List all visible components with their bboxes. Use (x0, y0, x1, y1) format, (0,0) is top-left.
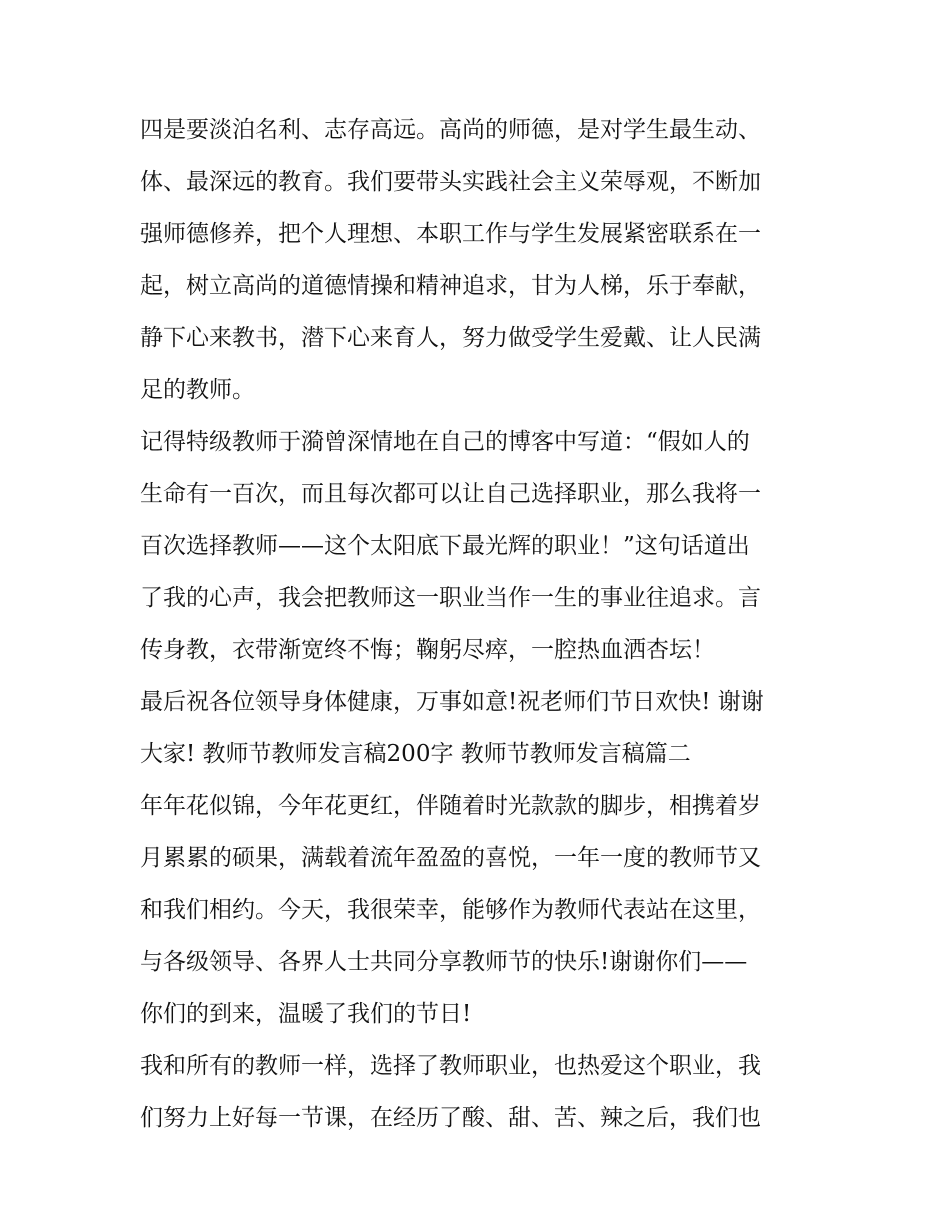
text-line: 我和所有的教师一样，选择了教师职业，也热爱这个职业，我 (140, 1053, 761, 1079)
text-line: 百次选择教师——这个太阳底下最光辉的职业！”这句话道出 (140, 533, 750, 559)
text-line: 体、最深远的教育。我们要带头实践社会主义荣辱观，不断加 (140, 169, 761, 195)
text-line: 年年花似锦，今年花更红，伴随着时光款款的脚步，相携着岁 (140, 793, 761, 819)
text-line: 静下心来教书，潜下心来育人，努力做受学生爱戴、让人民满 (140, 325, 761, 351)
text-line: 和我们相约。今天，我很荣幸，能够作为教师代表站在这里， (140, 897, 761, 923)
text-line: 起，树立高尚的道德情操和精神追求，甘为人梯，乐于奉献， (140, 273, 761, 299)
text-line: 足的教师。 (140, 377, 255, 403)
text-line: 记得特级教师于漪曾深情地在自己的博客中写道：“假如人的 (140, 429, 750, 455)
text-line: 月累累的硕果，满载着流年盈盈的喜悦，一年一度的教师节又 (140, 845, 761, 871)
text-line: 强师德修养，把个人理想、本职工作与学生发展紧密联系在一 (140, 221, 761, 247)
text-line: 们努力上好每一节课，在经历了酸、甜、苦、辣之后，我们也 (140, 1105, 761, 1131)
text-line: 与各级领导、各界人士共同分享教师节的快乐!谢谢你们—— (140, 949, 748, 975)
text-line: 传身教，衣带渐宽终不悔；鞠躬尽瘁，一腔热血洒杏坛！ (140, 637, 715, 663)
text-line: 你们的到来，温暖了我们的节日! (140, 1001, 472, 1027)
text-line: 四是要淡泊名利、志存高远。高尚的师德，是对学生最生动、 (140, 117, 761, 143)
text-line: 生命有一百次，而且每次都可以让自己选择职业，那么我将一 (140, 481, 761, 507)
text-line: 最后祝各位领导身体健康，万事如意!祝老师们节日欢快! 谢谢 (140, 689, 764, 715)
text-line: 了我的心声，我会把教师这一职业当作一生的事业往追求。言 (140, 585, 761, 611)
document-body (140, 104, 820, 1144)
text-line: 大家! 教师节教师发言稿200字 教师节教师发言稿篇二 (140, 741, 691, 767)
